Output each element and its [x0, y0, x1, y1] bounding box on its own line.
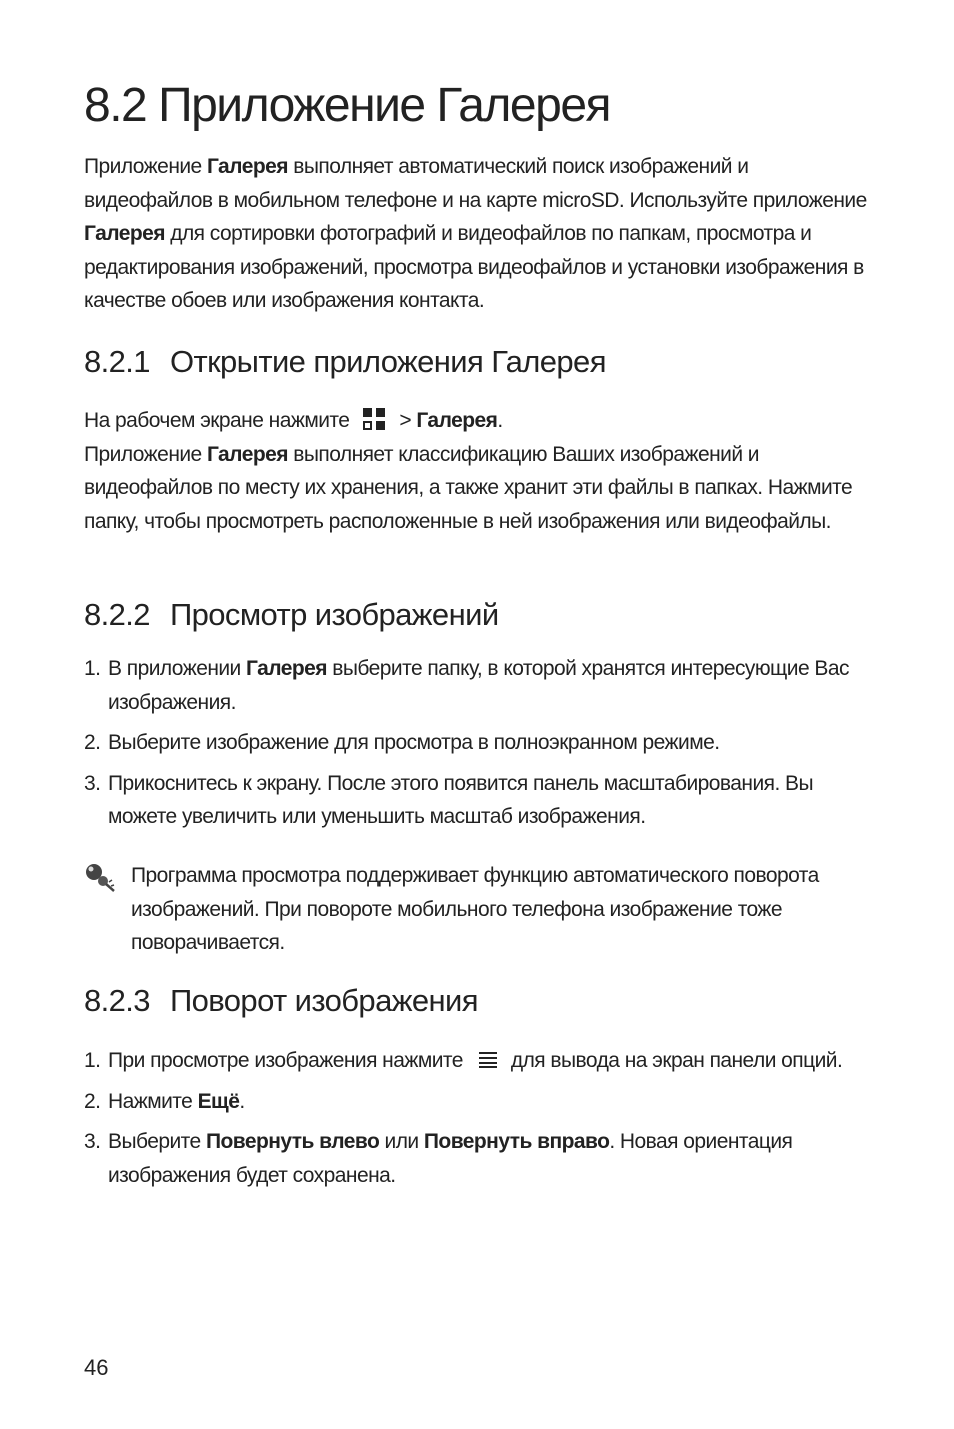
tip-icon: [84, 863, 118, 893]
list-item: 2. Нажмите Ещё.: [84, 1089, 245, 1113]
section-8-2-2-list: [84, 652, 874, 834]
tip-text: Программа просмотра поддерживает функцию автоматического поворота изображений. При повороте мобильного телефона изображение тоже поворачивается.: [131, 864, 819, 955]
menu-icon: [479, 1052, 497, 1068]
section-8-2-3-list: [84, 1044, 874, 1192]
list-item: 3. Выберите Повернуть влево или Повернуть вправо. Новая ориентация изображения будет сохранена.: [84, 1130, 793, 1187]
intro-paragraph: Приложение Галерея выполняет автоматический поиск изображений и видеофайлов в мобильном телефоне и на карте microSD. Используйте приложение Галерея для сортировки фотографий и видеофайлов по папкам, просмотра и редактирования изображений, просмотра видеофайлов и установки изображения в качестве обоев или изображения контакта.: [84, 155, 867, 313]
section-heading-8-2-3: 8.2.3 Поворот изображения: [84, 983, 478, 1018]
section-heading-8-2-2: 8.2.2 Просмотр изображений: [84, 597, 499, 632]
tip-note: [84, 859, 874, 960]
apps-grid-icon: [363, 408, 385, 430]
list-item: 1. В приложении Галерея выберите папку, в которой хранятся интересующие Вас изображения.: [84, 657, 849, 714]
list-item: 2. Выберите изображение для просмотра в полноэкранном режиме.: [84, 731, 720, 755]
section-8-2-1-body: На рабочем экране нажмите > Галерея. Приложение Галерея выполняет классификацию Ваших изображений и видеофайлов по месту их хранения, а также хранит эти файлы в папках. Нажмите папку, чтобы просмотреть расположенные в ней изображения или видеофайлы.: [84, 409, 853, 533]
section-heading-8-2-1: 8.2.1 Открытие приложения Галерея: [84, 344, 606, 379]
list-item: 3. Прикоснитесь к экрану. После этого появится панель масштабирования. Вы можете увеличить или уменьшить масштаб изображения.: [84, 771, 814, 829]
list-item: 1. При просмотре изображения нажмите для вывода на экран панели опций.: [84, 1049, 843, 1072]
page-number: 46: [84, 1355, 109, 1380]
page-title: 8.2 Приложение Галерея: [84, 79, 611, 132]
